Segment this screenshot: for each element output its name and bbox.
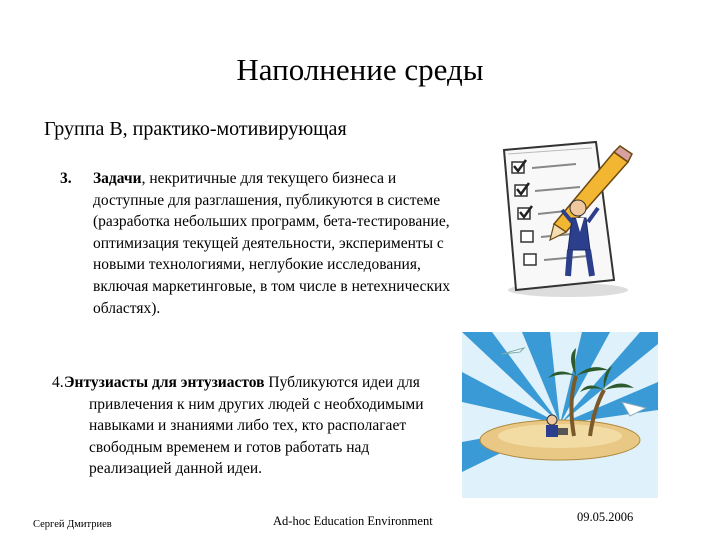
list-item-term: Энтузиасты для энтузиастов [64, 374, 265, 391]
footer-title: Ad-hoc Education Environment [273, 514, 433, 528]
list-item-tasks [60, 168, 460, 319]
list-item-text [93, 168, 460, 319]
list-item-number: 4. [52, 374, 64, 391]
list-item-text [64, 372, 452, 480]
list-item-term: Задачи [93, 170, 142, 187]
list-item-description: , некритичные для текущего бизнеса и доступные для разглашения, публикуются в системе (разработка небольших программ, бета-тестирование, оптимизация текущей деятельности, эксперименты с новыми технологиями, неглубокие исследования, включая маркетинговые, в том числе в нетехнических областях). [93, 170, 451, 317]
footer-date: 09.05.2006 [577, 510, 634, 524]
list-item-number: 3. [60, 170, 72, 187]
footer-author: Сергей Дмитриев [33, 519, 112, 530]
slide-title: Наполнение среды [236, 52, 484, 87]
checklist-pencil-illustration [496, 140, 636, 300]
list-item-enthusiasts [52, 372, 452, 480]
slide-subtitle: Группа В, практико-мотивирующая [44, 118, 347, 140]
desert-island-illustration [462, 332, 658, 498]
list-item-description: Публикуются идеи для привлечения к ним других людей с необходимыми навыками и знаниями либо тех, кто располагает свободным временем и готов работать над реализацией данной идеи. [89, 374, 424, 478]
